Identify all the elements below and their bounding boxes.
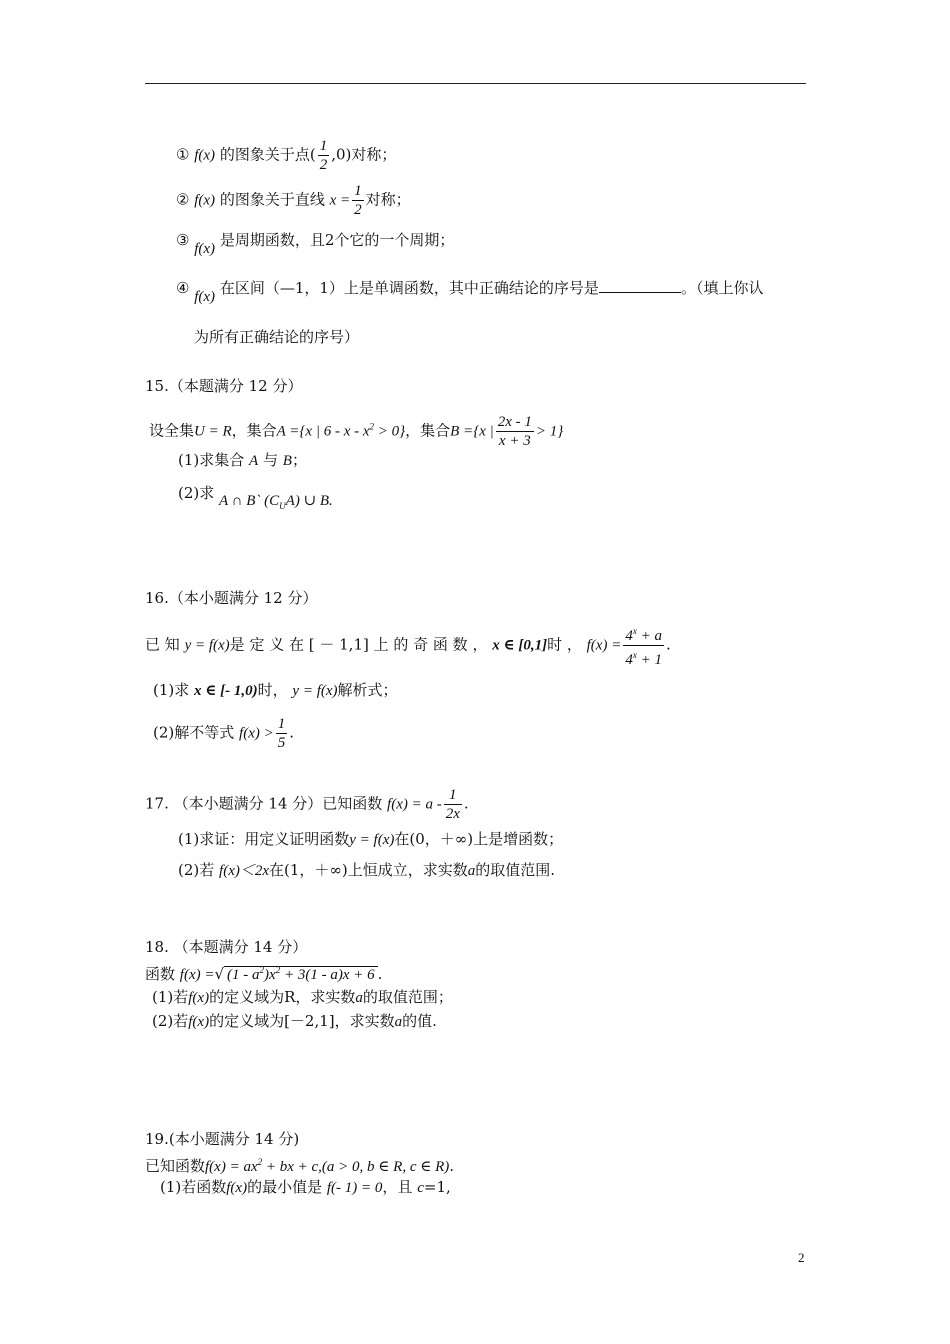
q19-header: 19.(本小题满分 14 分) [145, 1130, 300, 1148]
part-text: (1)求集合 [178, 451, 245, 469]
math-expr: a [355, 990, 363, 1006]
stem-text: 时 ， [547, 635, 582, 654]
math-expr: f(x) = [179, 967, 215, 983]
q15-stem [149, 413, 563, 450]
numerator: + a [636, 628, 662, 644]
numerator: 2x - 1 [497, 414, 532, 430]
part-text: 在(0，＋∞)上是增函数； [394, 830, 564, 848]
item-text: 对称； [365, 190, 411, 209]
q14-item-4 [176, 278, 764, 305]
math-expr: f(x) [226, 1180, 248, 1196]
math-expr: x ∈ [0,1] [492, 637, 548, 654]
part-text: ； [291, 451, 307, 469]
fraction [352, 182, 364, 219]
part-text: =1, [423, 1178, 451, 1196]
superscript: 2 [275, 965, 281, 975]
part-text: 在(1，＋∞)上恒成立，求实数 [269, 861, 468, 879]
stem-text: . [665, 635, 671, 654]
part-text: (1)求证：用定义证明函数 [178, 830, 350, 848]
numerator: 1 [444, 786, 462, 805]
denominator: 4 [625, 652, 633, 668]
denominator: + 1 [636, 652, 662, 668]
q16-part-2 [153, 715, 294, 752]
math-expr: y = f(x) [184, 637, 230, 654]
q14-item-3 [176, 230, 455, 257]
denominator: x + 3 [498, 433, 531, 449]
math-expr: (1 - a [227, 967, 260, 983]
part-text: 的取值范围. [475, 861, 556, 879]
numerator: 1 [319, 138, 328, 154]
q18-part-1 [152, 987, 453, 1008]
q14-item-2 [176, 182, 411, 219]
part-text: 的值. [402, 1012, 437, 1030]
part-text: (1)若 [152, 988, 189, 1006]
q17-header: 17. （本小题满分 14 分）已知函数 [145, 794, 383, 813]
stem-text: . [377, 965, 383, 983]
q14-item-4-cont [194, 327, 359, 347]
fraction [623, 622, 664, 669]
math-expr: U = R [194, 423, 232, 440]
stem-text: ，集合 [405, 421, 451, 440]
q19-part-1 [160, 1177, 451, 1198]
math-expr: f(x) [188, 1014, 210, 1030]
q14-item-1 [176, 137, 396, 174]
math-expr: f(x) [188, 990, 210, 1006]
sqrt-expr [224, 966, 378, 983]
math-expr: f(x) = [586, 637, 622, 654]
item-text: ,0)对称； [331, 145, 397, 164]
math-expr: f(x) [194, 192, 216, 209]
item-text: 的图象关于直线 [219, 190, 325, 209]
item-text: 是周期函数，且2个它的一个周期； [219, 231, 455, 249]
answer-blank [599, 278, 681, 293]
part-text: 时， [257, 681, 288, 699]
math-expr: x = [329, 192, 351, 209]
fraction [276, 715, 288, 752]
part-text: 解析式； [337, 681, 398, 699]
item-text: 为所有正确结论的序号） [194, 328, 360, 346]
denominator: 2x [445, 806, 460, 822]
math-expr: A) ∪ B. [285, 493, 333, 509]
fraction [444, 786, 462, 823]
math-expr: a [467, 863, 476, 879]
math-expr: B [282, 453, 292, 469]
stem-text: . [449, 1157, 455, 1175]
math-expr: f(x) > [239, 725, 274, 742]
math-expr: f(x) = ax [205, 1159, 258, 1175]
math-expr: A ={x | 6 - x - x [276, 423, 370, 440]
denominator: 2 [354, 202, 362, 218]
q16-stem [145, 622, 671, 669]
math-expr: + 3(1 - a)x + 6 [280, 967, 375, 983]
denominator: 2 [319, 157, 328, 173]
superscript: 2 [369, 421, 375, 432]
part-text: 的最小值是 [247, 1178, 323, 1196]
q17-part-1 [178, 829, 563, 850]
q16-header: 16.（本小题满分 12 分） [145, 589, 318, 607]
math-expr: + bx + c,(a > 0, b ∈ R, c ∈ R) [262, 1159, 450, 1175]
numerator: 1 [277, 716, 286, 732]
math-expr: > 0} [374, 423, 406, 440]
numerator: 1 [354, 183, 362, 199]
stem-text: 已知函数 [145, 1157, 206, 1175]
fraction [318, 137, 330, 174]
superscript: x [632, 626, 637, 636]
q15-part-2 [178, 483, 333, 509]
math-expr: y = f(x) [349, 832, 395, 848]
part-text: 与 [262, 451, 278, 469]
stem-text: ，集合 [231, 421, 277, 440]
page-number: 2 [798, 1250, 805, 1265]
part-text: 的取值范围； [362, 988, 453, 1006]
item-marker: ① [176, 145, 190, 164]
math-expr: )x [264, 967, 276, 983]
part-text: (2)若 [152, 1012, 189, 1030]
item-text: 。（填上你认 [680, 279, 764, 297]
part-text: (1)若函数 [160, 1178, 227, 1196]
numerator: 4 [625, 628, 633, 644]
q15-part-1 [178, 450, 307, 471]
q15-header: 15.（本题满分 12 分） [145, 377, 303, 395]
q18-part-2 [152, 1011, 437, 1032]
math-expr: x ∈ [- 1,0) [194, 683, 258, 699]
fraction [496, 413, 534, 450]
part-text: 的定义域为R，求实数 [209, 988, 356, 1006]
part-text: (2)求 [178, 484, 215, 502]
superscript: 2 [259, 965, 265, 975]
stem-text: 已 知 [145, 635, 180, 654]
math-expr: f(x) = a - [387, 796, 442, 813]
subscript: U [279, 501, 286, 511]
item-marker: ③ [176, 231, 190, 249]
q18-stem: 函数 f(x) =√ $(1 - a^2)x^2 + 3(1 - a)x + 6$ . [145, 965, 383, 983]
q19-stem [145, 1152, 454, 1177]
math-expr: y = f(x) [292, 683, 338, 699]
stem-text: 函数 [145, 965, 176, 983]
q17-part-2 [178, 860, 555, 881]
superscript: x [632, 650, 637, 660]
math-expr: c [417, 1180, 424, 1196]
math-expr: A [249, 453, 259, 469]
denominator: 5 [277, 735, 286, 751]
part-text: (2)若 [178, 861, 215, 879]
superscript: 2 [257, 1157, 263, 1167]
math-expr: f(x) [194, 241, 216, 257]
header-rule [145, 83, 806, 84]
stem-text: 是 定 义 在 [ － 1,1] 上 的 奇 函 数 ， [229, 635, 488, 654]
item-marker: ② [176, 190, 190, 209]
item-marker: ④ [176, 279, 190, 297]
stem-text: . [463, 794, 469, 813]
math-expr: f(x) [194, 147, 216, 164]
math-expr: f(- 1) = 0 [326, 1180, 383, 1196]
part-text: 的定义域为[－2,1]，求实数 [209, 1012, 395, 1030]
math-expr: B ={x | [450, 423, 494, 440]
part-text: . [289, 723, 294, 742]
math-expr: > 1} [535, 423, 564, 440]
math-expr: a [394, 1014, 403, 1030]
stem-text: 设全集 [149, 421, 195, 440]
math-expr: A ∩ B` (C [219, 493, 280, 509]
part-text: (2)解不等式 [153, 723, 235, 742]
item-text: 在区间（—1，1）上是单调函数，其中正确结论的序号是 [219, 279, 599, 297]
part-text: ，且 [382, 1178, 413, 1196]
q17-stem [145, 786, 469, 823]
math-expr: f(x) [194, 289, 216, 305]
q16-part-1 [153, 680, 398, 701]
item-text: 的图象关于点( [219, 145, 316, 164]
math-expr: f(x)＜2x [219, 863, 270, 879]
q18-header: 18. （本题满分 14 分） [145, 938, 308, 956]
part-text: (1)求 [153, 681, 190, 699]
